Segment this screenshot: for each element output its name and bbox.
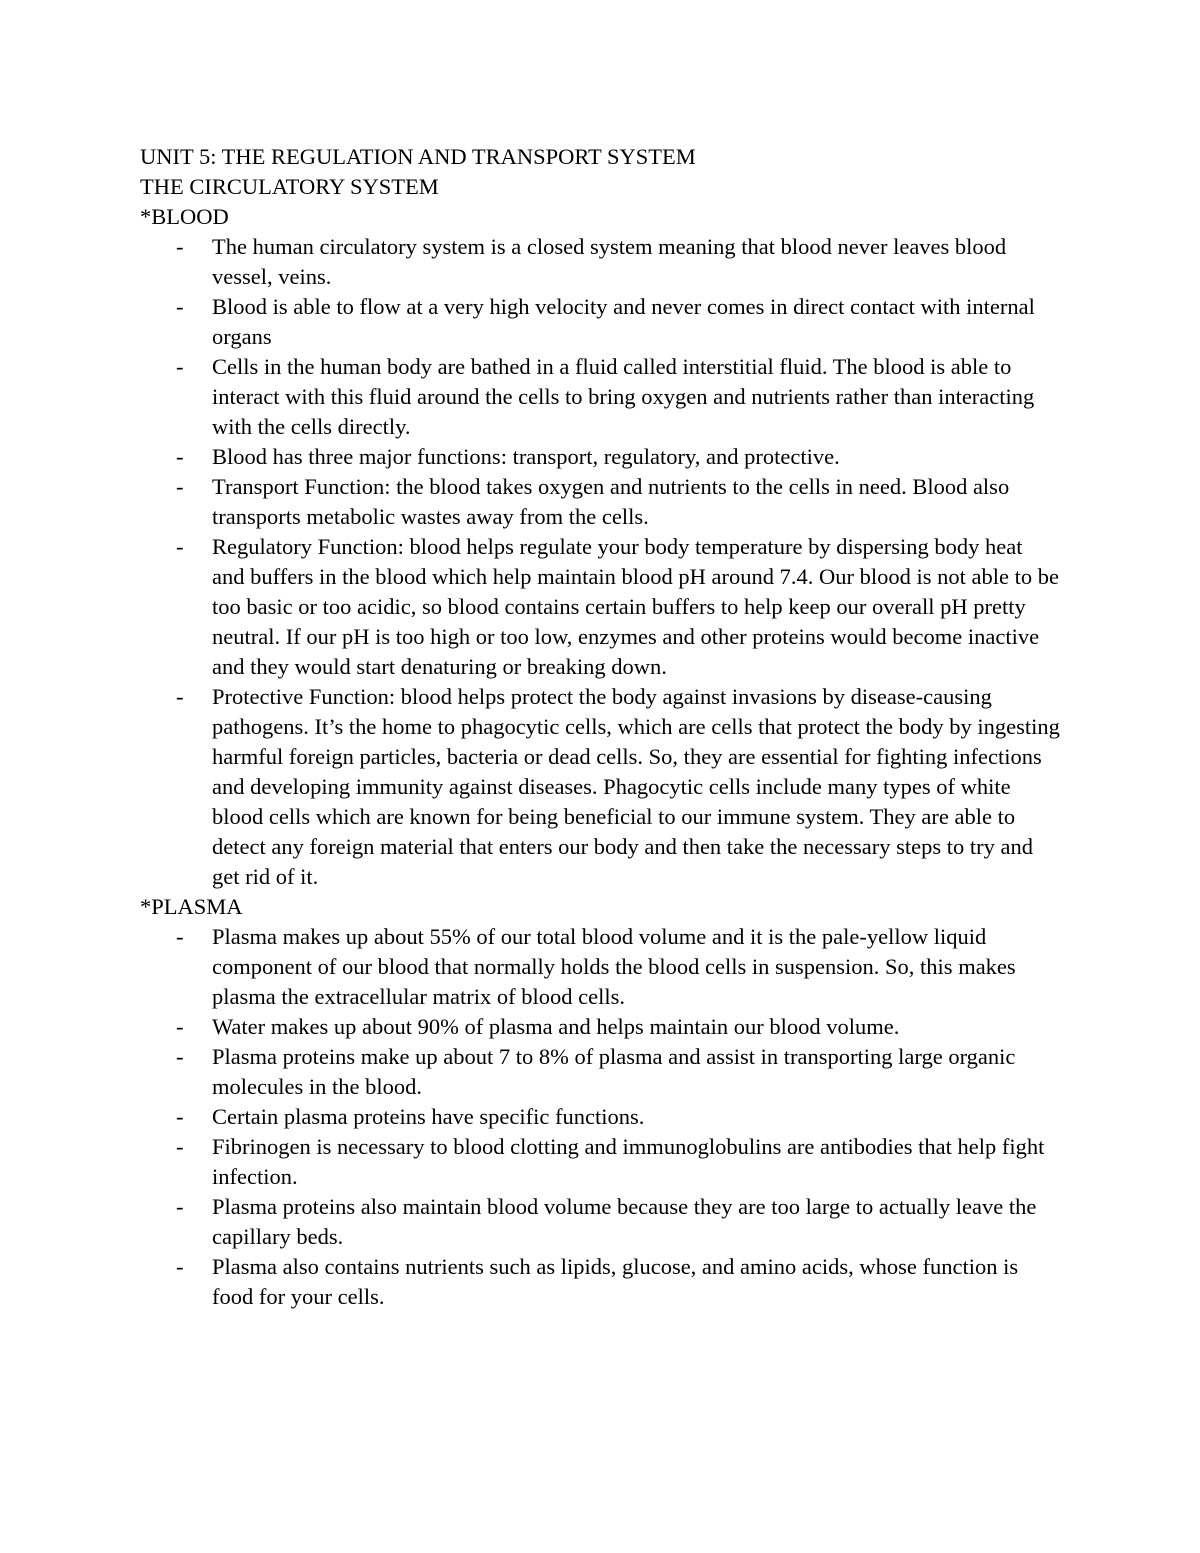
section-heading-plasma: *PLASMA — [140, 894, 243, 919]
bullet-dash: - — [176, 234, 184, 259]
list-item-text: Fibrinogen is necessary to blood clotting and immunoglobulins are antibodies that help fight infection. — [212, 1134, 1045, 1189]
system-title: THE CIRCULATORY SYSTEM — [140, 174, 439, 199]
list-item — [140, 1042, 1060, 1102]
plasma-bullet-list — [140, 922, 1060, 1312]
bullet-dash: - — [176, 684, 184, 709]
list-item-text: Transport Function: the blood takes oxygen and nutrients to the cells in need. Blood also transports metabolic wastes away from the cells. — [212, 474, 1010, 529]
list-item — [140, 442, 1060, 472]
list-item — [140, 292, 1060, 352]
list-item-text: Plasma proteins make up about 7 to 8% of plasma and assist in transporting large organic molecules in the blood. — [212, 1044, 1016, 1099]
bullet-dash: - — [176, 1194, 184, 1219]
list-item — [140, 232, 1060, 292]
section-heading-blood: *BLOOD — [140, 204, 229, 229]
list-item-text: Plasma makes up about 55% of our total blood volume and it is the pale-yellow liquid component of our blood that normally holds the blood cells in suspension. So, this makes plasma the extracellular matrix of blood cells. — [212, 924, 1016, 1009]
list-item-text: Certain plasma proteins have specific functions. — [212, 1104, 645, 1129]
bullet-dash: - — [176, 294, 184, 319]
bullet-dash: - — [176, 1014, 184, 1039]
list-item — [140, 1252, 1060, 1312]
list-item — [140, 1192, 1060, 1252]
list-item-text: Water makes up about 90% of plasma and helps maintain our blood volume. — [212, 1014, 900, 1039]
list-item-text: Protective Function: blood helps protect the body against invasions by disease-causing pathogens. It’s the home to phagocytic cells, which are cells that protect the body by ingesting harmful foreign particles, bacteria or dead cells. So, they are essential for fighting infections and developing immunity against diseases. Phagocytic cells include many types of white blood cells which are known for being beneficial to our immune system. They are able to detect any foreign material that enters our body and then take the necessary steps to try and get rid of it. — [212, 684, 1060, 889]
list-item-text: Cells in the human body are bathed in a fluid called interstitial fluid. The blood is able to interact with this fluid around the cells to bring oxygen and nutrients rather than interacting with the cells directly. — [212, 354, 1035, 439]
list-item-text: Plasma also contains nutrients such as lipids, glucose, and amino acids, whose function is food for your cells. — [212, 1254, 1019, 1309]
bullet-dash: - — [176, 354, 184, 379]
list-item — [140, 1012, 1060, 1042]
bullet-dash: - — [176, 474, 184, 499]
list-item — [140, 1102, 1060, 1132]
list-item-text: Blood is able to flow at a very high velocity and never comes in direct contact with internal organs — [212, 294, 1035, 349]
list-item — [140, 532, 1060, 682]
list-item-text: Plasma proteins also maintain blood volume because they are too large to actually leave the capillary beds. — [212, 1194, 1037, 1249]
list-item-text: Blood has three major functions: transport, regulatory, and protective. — [212, 444, 840, 469]
bullet-dash: - — [176, 444, 184, 469]
list-item-text: The human circulatory system is a closed system meaning that blood never leaves blood vessel, veins. — [212, 234, 1007, 289]
list-item — [140, 1132, 1060, 1192]
list-item — [140, 922, 1060, 1012]
bullet-dash: - — [176, 1134, 184, 1159]
list-item-text: Regulatory Function: blood helps regulate your body temperature by dispersing body heat and buffers in the blood which help maintain blood pH around 7.4. Our blood is not able to be too basic or too acidic, so blood contains certain buffers to help keep our overall pH pretty neutral. If our pH is too high or too low, enzymes and other proteins would become inactive and they would start denaturing or breaking down. — [212, 534, 1059, 679]
bullet-dash: - — [176, 534, 184, 559]
list-item — [140, 352, 1060, 442]
bullet-dash: - — [176, 1104, 184, 1129]
list-item — [140, 472, 1060, 532]
bullet-dash: - — [176, 1254, 184, 1279]
document-body — [140, 142, 1060, 1312]
blood-bullet-list — [140, 232, 1060, 892]
unit-title: UNIT 5: THE REGULATION AND TRANSPORT SYSTEM — [140, 144, 696, 169]
bullet-dash: - — [176, 1044, 184, 1069]
list-item — [140, 682, 1060, 892]
bullet-dash: - — [176, 924, 184, 949]
